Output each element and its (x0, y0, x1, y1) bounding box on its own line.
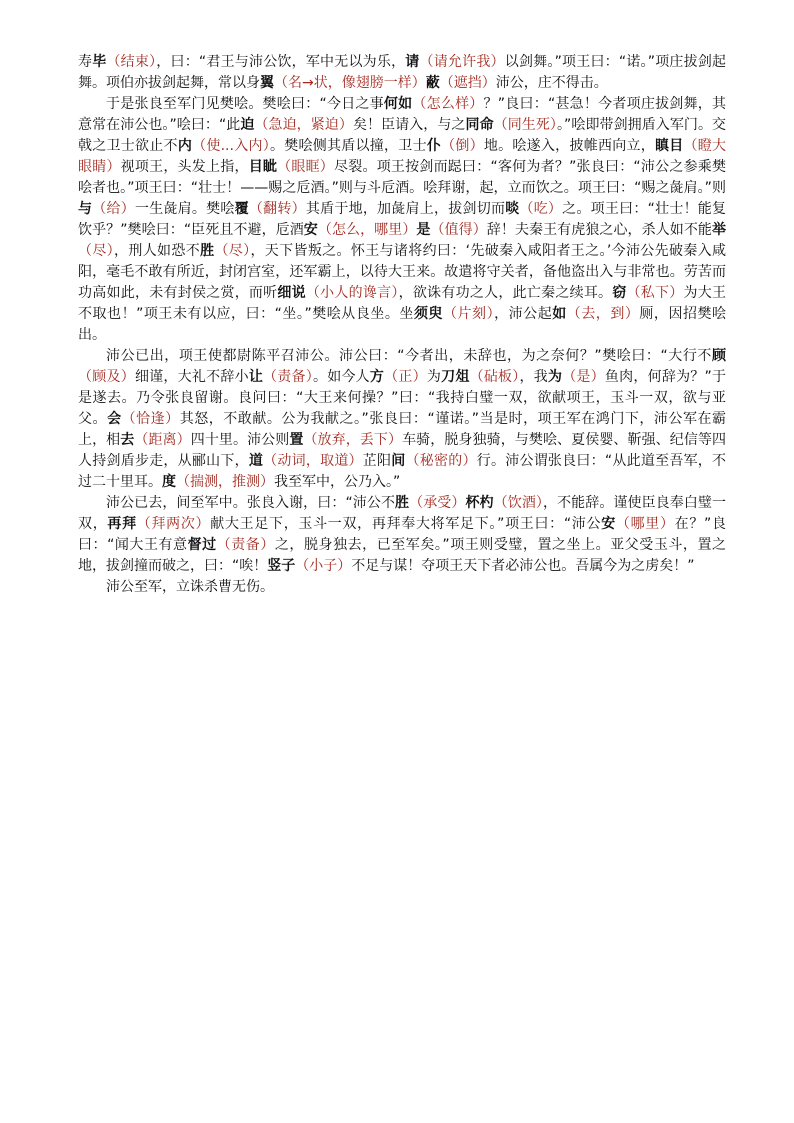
text-run: 一生彘肩。樊哙 (134, 201, 235, 217)
glossed-word: 请 (405, 54, 420, 70)
text-run: ，沛公起 (494, 306, 553, 322)
text-run: 厕，因招樊哙出。 (78, 306, 727, 343)
annotation-gloss: （翻转） (248, 201, 306, 217)
text-run: 献大王足下，玉斗一双，再拜奉大将军足下。”项王曰：“沛公 (210, 516, 602, 532)
glossed-word: 安 (303, 222, 318, 238)
annotation-gloss: （饮酒） (493, 495, 543, 511)
annotation-gloss: （距离） (134, 432, 191, 448)
text-run: 之，脱身独去，已至军矣。”项王则受璧，置之坐上。亚父受玉斗，置之地，拔剑撞而破之，曰：“唉！ (78, 537, 726, 574)
glossed-word: 方 (369, 369, 385, 385)
glossed-word: 细说 (277, 285, 306, 301)
paragraph-5 (78, 577, 726, 598)
text-run: 为 (426, 369, 442, 385)
text-run: 沛公已去，间至军中。张良入谢，曰：“沛公不 (106, 495, 396, 511)
glossed-word: 是 (416, 222, 431, 238)
annotation-gloss: （哪里） (615, 516, 675, 532)
text-run: 。樊哙侧其盾以撞，卫士 (269, 138, 427, 154)
text-run: 鱼肉，何辞为？”于是遂去。乃令张良留谢。良问曰：“大王来何操？”曰：“我持白璧一双，欲献项王，玉斗一双，欲与亚父。 (78, 369, 727, 427)
annotation-gloss: （去，到） (566, 306, 640, 322)
glossed-word: 目眦 (248, 159, 278, 175)
text-run: 之。项王曰：“壮士！能复饮乎？”樊哙曰：“臣死且不避，卮酒 (78, 201, 727, 238)
annotation-gloss: （尽） (214, 243, 251, 259)
annotation-gloss: （正） (384, 369, 427, 385)
document-page (78, 52, 726, 598)
text-run: 四十里。沛公则 (190, 432, 290, 448)
annotation-gloss: （责备） (216, 537, 275, 553)
text-run: 芷阳 (362, 453, 392, 469)
paragraph-3 (78, 346, 726, 493)
annotation-gloss: （结束） (106, 54, 157, 70)
glossed-word: 督过 (187, 537, 217, 553)
glossed-word: 瞋目 (655, 138, 684, 154)
text-run: 地。哙遂入，披帷西向立， (483, 138, 655, 154)
text-run: 其怒，不敢献。公为我献之。”张良曰：“谨诺。”当是时，项王军在鸿门下，沛公军在霸上，相 (78, 411, 727, 448)
glossed-word: 杯杓 (465, 495, 494, 511)
annotation-gloss: （怎么样） (412, 96, 484, 112)
text-run: 以剑舞。”项王曰：“诺。”项庄拔剑起舞。项伯亦拔剑起舞，常以身 (78, 54, 727, 91)
glossed-word: 竖子 (267, 558, 296, 574)
annotation-gloss: （遮挡） (439, 75, 496, 91)
text-run: 其盾于地，加彘肩上，拔剑切而 (305, 201, 506, 217)
glossed-word: 去 (120, 432, 135, 448)
glossed-word: 度 (162, 474, 176, 490)
text-run: ，刑人如恐不 (114, 243, 201, 259)
annotation-gloss: （拜两次） (136, 516, 211, 532)
text-run: 车骑，脱身独骑，与樊哙、夏侯婴、靳强、纪信等四人持剑盾步走，从郦山下， (78, 432, 727, 469)
annotation-gloss: （承受） (409, 495, 466, 511)
text-run: ，曰：“君王与沛公饮，军中无以为乐， (156, 54, 406, 70)
glossed-word: 胜 (200, 243, 215, 259)
glossed-word: 间 (391, 453, 406, 469)
glossed-word: 何如 (383, 96, 413, 112)
text-run: 沛公已出，项王使都尉陈平召沛公。沛公曰：“今者出，未辞也，为之奈何？”樊哙曰：“大行不 (106, 348, 712, 364)
glossed-word: 道 (248, 453, 264, 469)
text-run: 视项王，头发上指， (120, 159, 249, 175)
glossed-word: 须臾 (413, 306, 443, 322)
glossed-word: 与 (78, 201, 93, 217)
glossed-word: 举 (712, 222, 727, 238)
paragraph-2 (78, 94, 726, 346)
text-run: 不足与谋！夺项王天下者必沛公也。吾属今为之虏矣！” (351, 558, 695, 574)
text-run: 。”哙即带剑拥盾入军门。交戟之卫士欲止不 (78, 117, 727, 154)
annotation-gloss: （尽） (78, 243, 115, 259)
text-run: 行。沛公谓张良曰：“从此道至吾军，不过二十里耳。 (78, 453, 727, 490)
text-run: ，欲诛有功之人，此亡秦之续耳。 (398, 285, 613, 301)
annotation-gloss: （眼眶） (277, 159, 335, 175)
text-run: ，不能辞。谨使臣良奉白璧一双， (78, 495, 727, 532)
annotation-gloss: （倒） (441, 138, 484, 154)
text-run: 辞！夫秦王有虎狼之心，杀人如不能 (486, 222, 713, 238)
glossed-word: 翼 (260, 75, 274, 91)
annotation-gloss: （是） (562, 369, 605, 385)
text-run: 我至军中，公乃入。” (274, 474, 401, 490)
annotation-gloss: （秘密的） (405, 453, 477, 469)
annotation-gloss: （揣测，推测） (176, 474, 274, 490)
annotation-gloss: （急迫，紧迫） (254, 117, 353, 133)
annotation-gloss: （片刻） (443, 306, 495, 322)
text-run: ？”良曰：“甚急！今者项庄拔剑舞，其意常在沛公也。”哙曰：“此 (78, 96, 727, 133)
text-run: 。如今人 (312, 369, 370, 385)
glossed-word: 覆 (234, 201, 249, 217)
glossed-word: 让 (248, 369, 264, 385)
paragraph-4 (78, 493, 726, 577)
annotation-gloss: （砧板） (469, 369, 520, 385)
text-run: 在？”良曰：“闻大王有意 (78, 516, 727, 553)
glossed-word: 安 (601, 516, 616, 532)
text-run: 尽裂。项王按剑而跽曰：“客何为者？”张良曰：“沛公之参乘樊哙者也。”项王曰：“壮士！——赐之卮酒。”则与斗卮酒。哙拜谢，起，立而饮之。项王曰：“赐之彘肩。”则 (78, 159, 727, 196)
paragraph-1 (78, 52, 726, 94)
glossed-word: 置 (289, 432, 304, 448)
annotation-gloss: （责备） (263, 369, 313, 385)
annotation-gloss: （放弃，丢下） (303, 432, 403, 448)
glossed-word: 如 (552, 306, 567, 322)
glossed-word: 迫 (240, 117, 255, 133)
text-run: ，我 (519, 369, 548, 385)
glossed-word: 毕 (92, 54, 107, 70)
text-run: 细谨，大礼不辞小 (134, 369, 249, 385)
annotation-gloss: （恰逢） (121, 411, 180, 427)
annotation-gloss: （名→状，像翅膀一样） (274, 75, 426, 91)
glossed-word: 胜 (395, 495, 410, 511)
glossed-word: 蔽 (425, 75, 440, 91)
glossed-word: 为 (547, 369, 563, 385)
annotation-gloss: （私下） (626, 285, 684, 301)
annotation-gloss: （给） (92, 201, 135, 217)
annotation-gloss: （使...入内） (192, 138, 270, 154)
glossed-word: 再拜 (107, 516, 137, 532)
glossed-word: 啖 (505, 201, 520, 217)
annotation-gloss: （瞪大眼睛） (78, 138, 727, 175)
glossed-word: 顾 (712, 348, 726, 364)
annotation-gloss: （吃） (519, 201, 563, 217)
glossed-word: 窃 (612, 285, 627, 301)
glossed-word: 同命 (465, 117, 494, 133)
annotation-gloss: （值得） (430, 222, 487, 238)
text-run: 寿 (78, 54, 93, 70)
glossed-word: 会 (107, 411, 122, 427)
text-run: ，天下皆叛之。怀王与诸将约曰：‘先破秦入咸阳者王之。’今沛公先破秦入咸阳，毫毛不敢有所近，封闭宫室，还军霸上，以待大王来。故遣将守关者，备他盗出入与非常也。劳苦而功高如此，未有封侯之赏，而听 (78, 243, 727, 301)
annotation-gloss: （同生死） (493, 117, 557, 133)
annotation-gloss: （小人的谗言） (305, 285, 399, 301)
glossed-word: 内 (177, 138, 193, 154)
annotation-gloss: （顾及） (78, 369, 135, 385)
annotation-gloss: （动词，取道） (263, 453, 363, 469)
text-run: 沛公，庄不得击。 (495, 75, 608, 91)
annotation-gloss: （小子） (295, 558, 352, 574)
glossed-word: 仆 (426, 138, 442, 154)
text-run: 矣！臣请入，与之 (352, 117, 466, 133)
text-run: 于是张良至军门见樊哙。樊哙曰：“今日之事 (106, 96, 384, 112)
text-run: 为大王不取也！”项王未有以应，曰：“坐。”樊哙从良坐。坐 (78, 285, 727, 322)
glossed-word: 刀俎 (441, 369, 470, 385)
text-run: 沛公至军，立诛杀曹无伤。 (106, 579, 274, 595)
annotation-gloss: （请允许我） (419, 54, 505, 70)
annotation-gloss: （怎么，哪里） (317, 222, 417, 238)
